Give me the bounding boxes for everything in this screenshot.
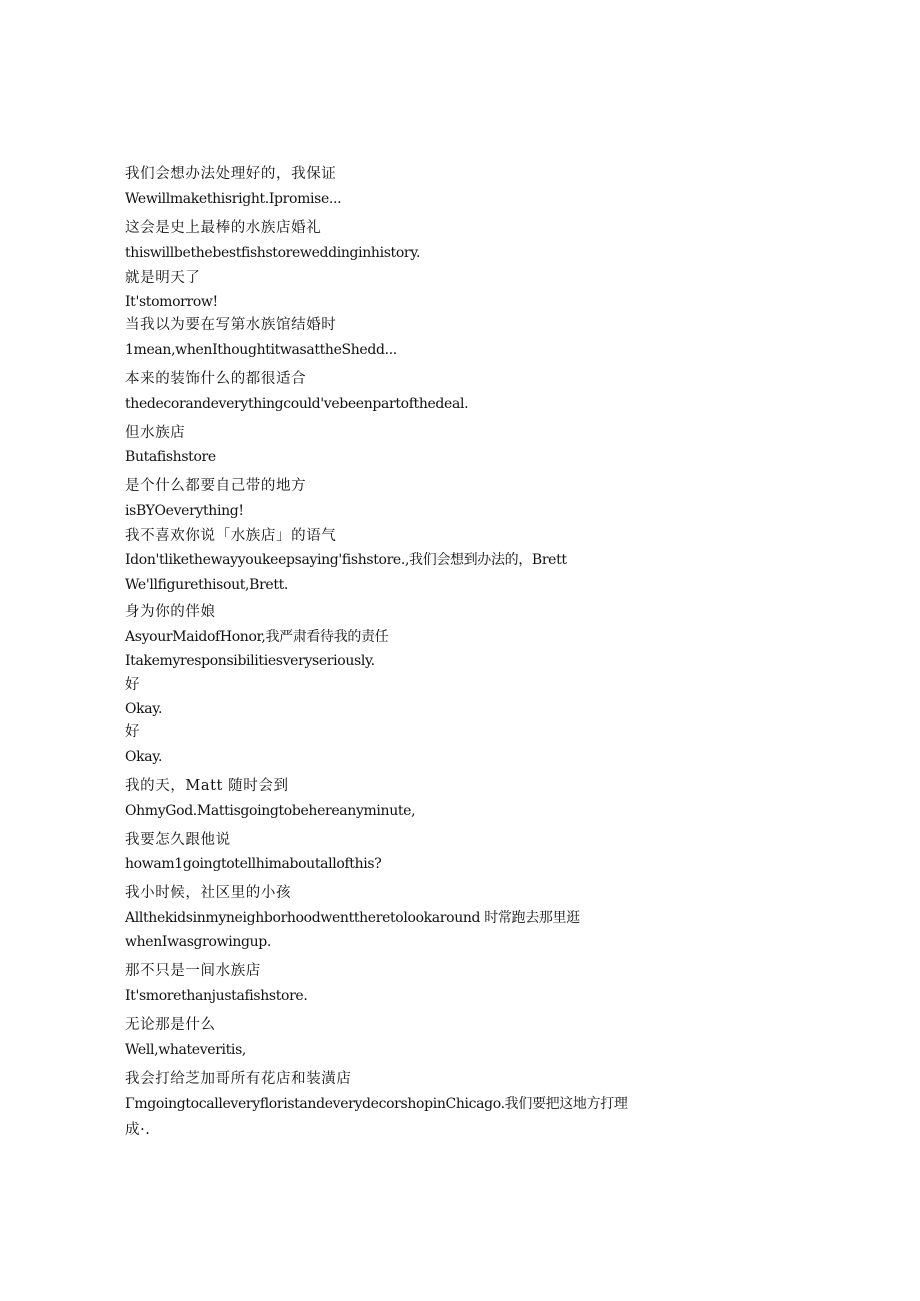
text-line: We'llfigurethisout,Brett. bbox=[125, 577, 288, 593]
text-line: 无论那是什么 bbox=[125, 1017, 216, 1033]
text-line: thiswillbethebestfishstoreweddinginhistory. bbox=[125, 245, 421, 261]
text-line: Well,whateveritis, bbox=[125, 1042, 246, 1058]
text-line: 1mean,whenIthoughtitwasattheShedd... bbox=[125, 342, 397, 358]
text-line: 我小时候，社区里的小孩 bbox=[125, 885, 292, 901]
text-line: 我要怎久跟他说 bbox=[125, 832, 231, 848]
text-line: 是个什么都要自己带的地方 bbox=[125, 478, 307, 494]
text-line: 成·. bbox=[125, 1122, 151, 1138]
text-line: 身为你的伴娘 bbox=[125, 604, 216, 620]
text-line: thedecorandeverythingcould'vebeenpartofthedeal. bbox=[125, 396, 469, 412]
text-line: It'stomorrow! bbox=[125, 294, 218, 310]
text-line: 但水族店 bbox=[125, 425, 186, 441]
text-line: Butafishstore bbox=[125, 449, 216, 465]
text-line: 那不只是一间水族店 bbox=[125, 963, 261, 979]
text-line: Idon'tlikethewayyoukeepsaying'fishstore.,我们会想到办法的，Brett bbox=[125, 552, 567, 568]
text-line: 我的天，Matt 随时会到 bbox=[125, 778, 289, 794]
text-line: AsyourMaidofHonor,我严肃看待我的责任 bbox=[125, 629, 389, 645]
text-line: 当我以为要在写第水族馆结婚时 bbox=[125, 317, 337, 333]
text-line: 我不喜欢你说「水族店」的语气 bbox=[125, 528, 337, 544]
text-line: 我们会想办法处理好的，我保证 bbox=[125, 166, 337, 182]
text-line: 就是明天了 bbox=[125, 270, 201, 286]
text-line: Wewillmakethisright.Ipromise... bbox=[125, 191, 342, 207]
text-line: howam1goingtotellhimaboutallofthis? bbox=[125, 856, 382, 872]
text-line: 好 bbox=[125, 724, 141, 740]
text-line: 本来的装饰什么的都很适合 bbox=[125, 371, 307, 387]
text-line: Okay. bbox=[125, 701, 163, 717]
text-line: isBYOeverything! bbox=[125, 503, 244, 519]
text-line: Itakemyresponsibilitiesveryseriously. bbox=[125, 653, 375, 669]
text-line: Okay. bbox=[125, 749, 163, 765]
text-line: 我会打给芝加哥所有花店和装潢店 bbox=[125, 1071, 352, 1087]
text-line: whenIwasgrowingup. bbox=[125, 934, 271, 950]
text-line: 好 bbox=[125, 677, 141, 693]
text-line: 这会是史上最棒的水族店婚礼 bbox=[125, 220, 322, 236]
text-line: ΓmgoingtocalleveryfloristandeverydecorshopinChicago.我们要把这地方打理 bbox=[125, 1096, 628, 1112]
text-line: OhmyGod.Mattisgoingtobehereanyminute, bbox=[125, 803, 416, 819]
text-line: Allthekidsinmyneighborhoodwenttheretolookaround 时常跑去那里逛 bbox=[125, 910, 580, 926]
text-line: It'smorethanjustafishstore. bbox=[125, 988, 308, 1004]
